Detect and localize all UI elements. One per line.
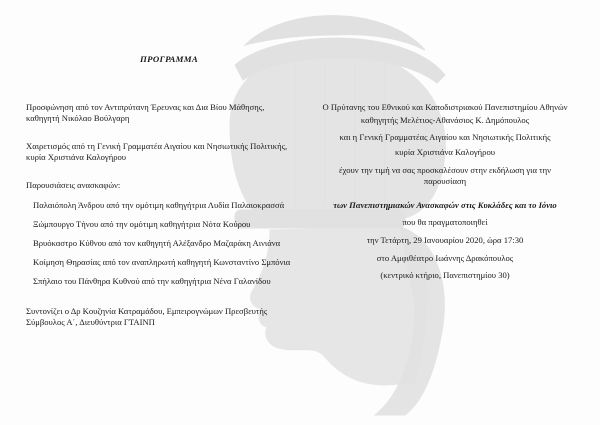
greeting-line: Χαιρετισμός από τη Γενική Γραμματέα Αιγαίου και Νησιωτικής Πολιτικής, — [26, 141, 288, 151]
welcome-line: Προσφώνηση από τον Αντιπρύτανη Έρευνας και Δια Βίου Μάθησης, — [26, 102, 265, 112]
athena-helmet-watermark — [175, 5, 465, 420]
invitation-line: Ο Πρύτανης του Εθνικού και Καποδιστριακού Πανεπιστημίου Αθηνών — [322, 102, 568, 112]
presentations-heading: Παρουσιάσεις ανασκαφών: — [26, 180, 121, 190]
presentation-item: Παλαιόπολη Άνδρου από την ομότιμη καθηγήτρια Λυδία Παλαιοκρασσά — [33, 200, 285, 210]
program-title: ΠΡΟΓΡΑΜΜΑ — [140, 54, 199, 64]
greeting-line: κυρία Χριστιάνα Καλογήρου — [26, 152, 127, 162]
presentation-item: Ξώμπουργο Τήνου από την ομότιμη καθηγήτρια Νότα Κούρου — [33, 219, 251, 229]
presentation-item: Βρυόκαστρο Κύθνου από τον καθηγητή Αλέξανδρο Μαζαράκη Αινιάνα — [33, 238, 281, 248]
coordinator-line: Σύμβουλος Α΄, Διευθύντρια ΓΤΑΙΝΠ — [26, 317, 155, 327]
invitation-line: καθηγητής Μελέτιος-Αθανάσιος Κ. Δημόπουλος — [360, 115, 530, 125]
welcome-line: καθηγητή Νικόλαο Βούλγαρη — [26, 113, 130, 123]
invitation-line: που θα πραγματοποιηθεί — [402, 217, 488, 227]
presentation-item: Σπήλαιο του Πάνθηρα Κυθνού από την καθηγήτρια Νένα Γαλανίδου — [33, 276, 271, 286]
invitation-line: κυρία Χριστιάνα Καλογήρου — [394, 147, 496, 157]
event-venue: στο Αμφιθέατρο Ιωάννης Δρακόπουλος — [376, 253, 514, 263]
invitation-line: παρουσίαση — [423, 176, 467, 186]
invitation-line: και η Γενική Γραμματέας Αιγαίου και Νησιωτικής Πολιτικής — [339, 132, 551, 142]
event-venue-detail: (κεντρικό κτήριο, Πανεπιστημίου 30) — [380, 270, 510, 280]
event-title: των Πανεπιστημιακών Ανασκαφών στις Κυκλάδες και το Ιόνιο — [333, 200, 557, 210]
event-date-time: την Τετάρτη, 29 Ιανουαρίου 2020, ώρα 17:30 — [366, 235, 524, 245]
presentation-item: Κοίμηση Θηρασίας από τον αναπληρωτή καθηγητή Κωνσταντίνο Σμπόνια — [33, 257, 291, 267]
coordinator-line: Συντονίζει ο Δρ Κουζηνία Κατραμάδου, Εμπειρογνώμων Πρεσβευτής — [26, 306, 268, 316]
invitation-line: έχουν την τιμή να σας προσκαλέσουν στην εκδήλωση για την — [339, 165, 551, 175]
